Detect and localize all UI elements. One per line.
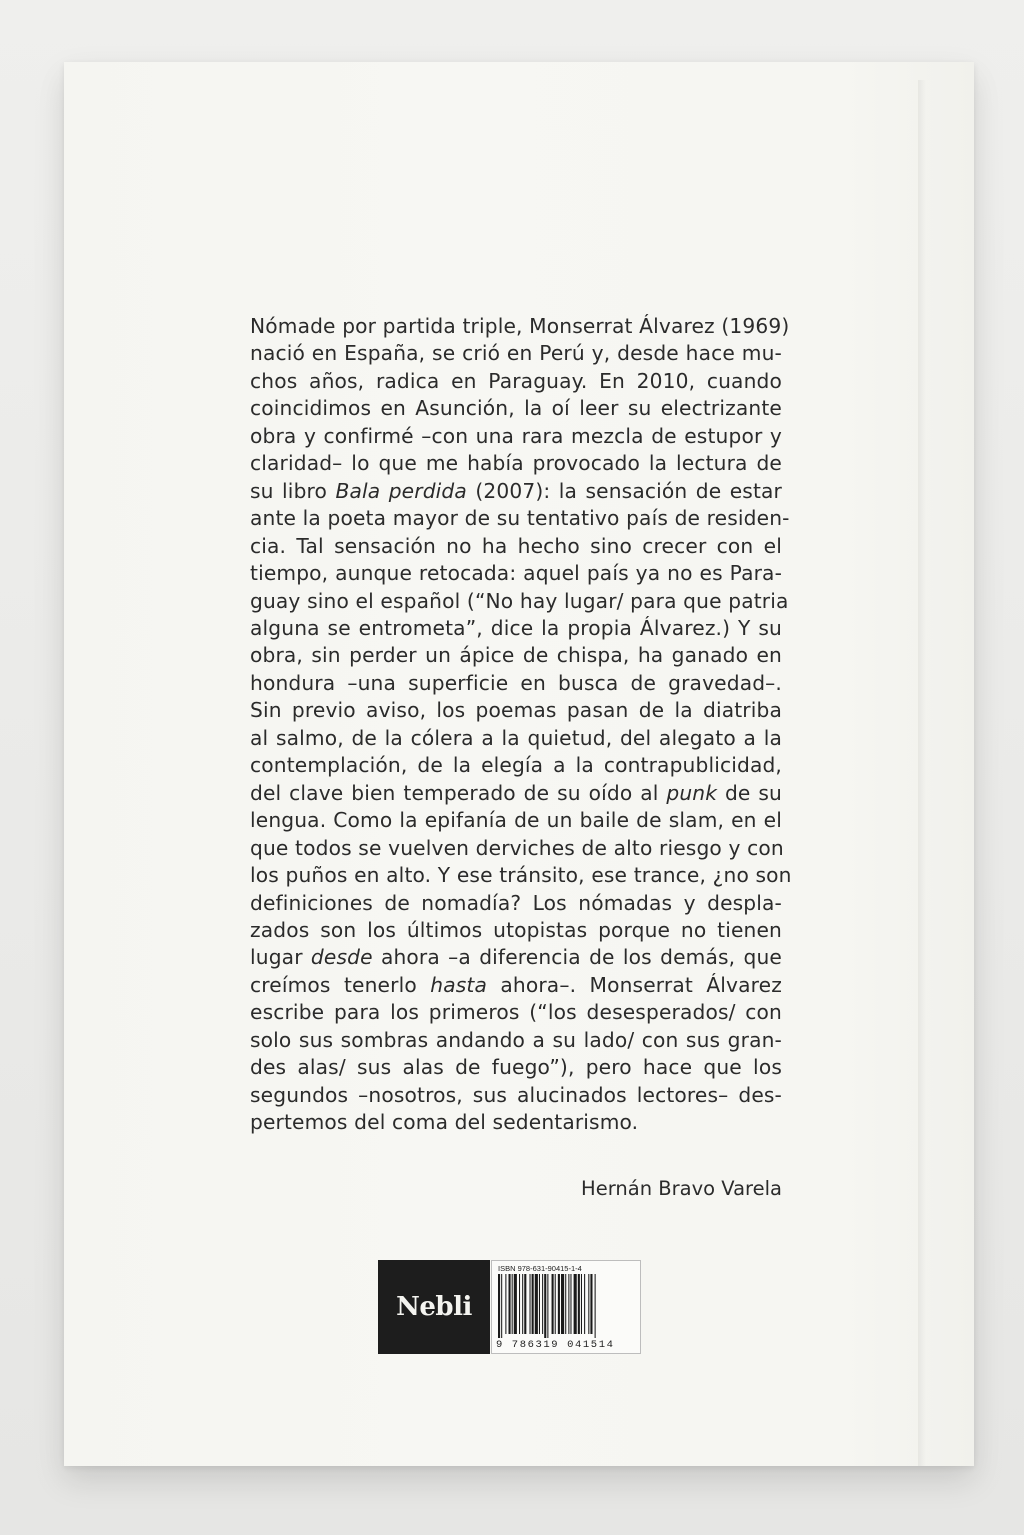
blurb-line: contemplación, de la elegía a la contrapublicidad, xyxy=(250,753,782,778)
blurb-italic-title: Bala perdida xyxy=(335,478,467,503)
blurb-italic-title: hasta xyxy=(430,972,487,997)
blurb-line: lengua. Como la epifanía de un baile de slam, en el xyxy=(250,808,782,833)
blurb-italic-title: desde xyxy=(310,945,373,970)
blurb-line: Nómade por partida triple, Monserrat Álvarez (1969) xyxy=(250,314,790,338)
isbn-barcode xyxy=(491,1260,641,1354)
blurb-line: claridad– lo que me había provocado la lectura de xyxy=(250,451,782,476)
blurb-line: lugar desde ahora –a diferencia de los demás, que xyxy=(250,945,782,970)
blurb-line: definiciones de nomadía? Los nómadas y despla- xyxy=(250,890,782,915)
blurb-line: ante la poeta mayor de su tentativo país de residen- xyxy=(250,506,790,531)
blurb-line: solo sus sombras andando a su lado/ con sus gran- xyxy=(250,1027,782,1052)
blurb-line: tiempo, aunque retocada: aquel país ya no es Para- xyxy=(250,561,782,586)
publisher-logo xyxy=(378,1260,490,1354)
blurb-line: nació en España, se crió en Perú y, desde hace mu- xyxy=(250,341,782,366)
blurb-line: su libro Bala perdida (2007): la sensación de estar xyxy=(250,478,782,503)
blurb-line: chos años, radica en Paraguay. En 2010, cuando xyxy=(250,368,782,393)
blurb-line: hondura –una superficie en busca de gravedad–. xyxy=(250,670,782,695)
cover-fold-edge xyxy=(918,80,926,1466)
blurb-line: segundos –nosotros, sus alucinados lectores– des- xyxy=(250,1082,782,1107)
blurb-line: cia. Tal sensación no ha hecho sino crecer con el xyxy=(250,533,782,558)
blurb-line: pertemos del coma del sedentarismo. xyxy=(250,1110,639,1135)
blurb-line: al salmo, de la cólera a la quietud, del alegato a la xyxy=(250,725,782,750)
blurb-line: del clave bien temperado de su oído al punk de su xyxy=(250,780,782,805)
blurb-line: zados son los últimos utopistas porque no tienen xyxy=(250,917,782,942)
blurb-line: obra y confirmé –con una rara mezcla de estupor y xyxy=(250,423,782,448)
barcode-bars xyxy=(496,1274,638,1338)
barcode-digits: 9 786319 041514 xyxy=(496,1339,615,1351)
back-cover-blurb xyxy=(250,313,792,1137)
blurb-line: creímos tenerlo hasta ahora–. Monserrat Álvarez xyxy=(250,972,782,997)
blurb-author: Hernán Bravo Varela xyxy=(581,1177,782,1200)
blurb-line: alguna se entrometa”, dice la propia Álvarez.) Y su xyxy=(250,615,782,640)
isbn-label: ISBN 978-631-90415-1-4 xyxy=(498,1264,582,1273)
blurb-line: que todos se vuelven derviches de alto riesgo y con xyxy=(250,835,784,860)
blurb-line: escribe para los primeros (“los desesperados/ con xyxy=(250,1000,782,1025)
blurb-line: Sin previo aviso, los poemas pasan de la diatriba xyxy=(250,698,782,723)
publisher-name: Nebli xyxy=(396,1292,472,1322)
blurb-italic-title: punk xyxy=(666,780,718,805)
blurb-line: los puños en alto. Y ese tránsito, ese trance, ¿no son xyxy=(250,863,792,888)
blurb-line: guay sino el español (“No hay lugar/ para que patria xyxy=(250,588,789,613)
blurb-line: obra, sin perder un ápice de chispa, ha ganado en xyxy=(250,643,782,668)
blurb-line: des alas/ sus alas de fuego”), pero hace que los xyxy=(250,1055,782,1080)
blurb-line: coincidimos en Asunción, la oí leer su electrizante xyxy=(250,396,782,421)
